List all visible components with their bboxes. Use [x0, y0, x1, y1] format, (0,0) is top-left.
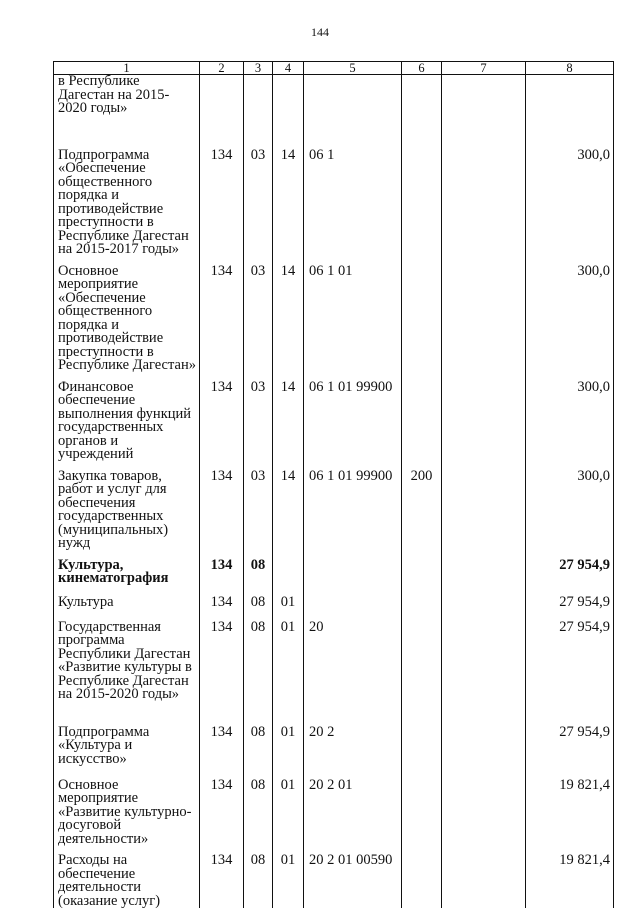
row-col-2: 134 [200, 613, 244, 718]
row-col-7 [442, 846, 526, 908]
row-col-8: 300,0 [526, 257, 614, 373]
row-col-5: 20 2 01 [304, 771, 402, 847]
table-row [54, 373, 614, 462]
row-col-6 [402, 551, 442, 588]
row-col-6 [402, 718, 442, 771]
row-col-5: 20 2 01 00590 [304, 846, 402, 908]
row-col-4: 01 [273, 613, 304, 718]
row-col-3 [244, 75, 273, 141]
row-col-6 [402, 771, 442, 847]
row-name: Расходы на обеспечение деятельности (оказание услуг) [54, 846, 200, 908]
row-col-4: 14 [273, 462, 304, 551]
row-name: Закупка товаров, работ и услуг для обеспечения государственных (муниципальных) нужд [54, 462, 200, 551]
row-name: Финансовое обеспечение выполнения функций государственных органов и учреждений [54, 373, 200, 462]
row-col-2: 134 [200, 551, 244, 588]
row-col-3: 08 [244, 771, 273, 847]
row-name: Государственная программа Республики Дагестан «Развитие культуры в Республике Дагестан на 2015-2020 годы» [54, 613, 200, 718]
header-col-6: 6 [402, 62, 442, 75]
row-name: Основное мероприятие «Обеспечение общественного порядка и противодействие преступности в Республике Дагестан» [54, 257, 200, 373]
row-col-6 [402, 846, 442, 908]
row-col-5: 06 1 [304, 141, 402, 257]
row-col-3: 03 [244, 141, 273, 257]
row-col-5: 06 1 01 99900 [304, 462, 402, 551]
row-name: Культура [54, 588, 200, 613]
row-col-8: 27 954,9 [526, 551, 614, 588]
row-col-8: 300,0 [526, 462, 614, 551]
row-name: Подпрограмма «Культура и искусство» [54, 718, 200, 771]
row-col-4 [273, 75, 304, 141]
row-name: в Республике Дагестан на 2015-2020 годы» [54, 75, 200, 141]
table-row [54, 718, 614, 771]
row-col-2: 134 [200, 462, 244, 551]
row-col-6: 200 [402, 462, 442, 551]
row-name: Основное мероприятие «Развитие культурно-досуговой деятельности» [54, 771, 200, 847]
header-col-5: 5 [304, 62, 402, 75]
row-col-8: 27 954,9 [526, 588, 614, 613]
header-col-8: 8 [526, 62, 614, 75]
row-col-2: 134 [200, 257, 244, 373]
row-col-2: 134 [200, 771, 244, 847]
row-col-2: 134 [200, 718, 244, 771]
row-col-2 [200, 75, 244, 141]
row-col-4: 01 [273, 771, 304, 847]
row-col-7 [442, 75, 526, 141]
row-col-8: 19 821,4 [526, 846, 614, 908]
row-col-8: 300,0 [526, 141, 614, 257]
row-col-8: 27 954,9 [526, 613, 614, 718]
row-col-8: 19 821,4 [526, 771, 614, 847]
table-row [54, 141, 614, 257]
row-col-5: 20 2 [304, 718, 402, 771]
row-col-6 [402, 373, 442, 462]
row-col-8 [526, 75, 614, 141]
row-col-7 [442, 462, 526, 551]
row-col-4: 01 [273, 588, 304, 613]
row-col-7 [442, 588, 526, 613]
table-row [54, 771, 614, 847]
row-col-3: 08 [244, 613, 273, 718]
row-col-6 [402, 75, 442, 141]
row-col-6 [402, 141, 442, 257]
header-col-7: 7 [442, 62, 526, 75]
header-col-1: 1 [54, 62, 200, 75]
table-body [54, 75, 614, 909]
table-row [54, 846, 614, 908]
row-col-6 [402, 588, 442, 613]
header-col-4: 4 [273, 62, 304, 75]
row-col-3: 03 [244, 257, 273, 373]
row-col-7 [442, 771, 526, 847]
row-col-7 [442, 257, 526, 373]
row-col-7 [442, 551, 526, 588]
row-col-6 [402, 613, 442, 718]
row-col-4 [273, 551, 304, 588]
row-col-4: 01 [273, 846, 304, 908]
row-col-5: 06 1 01 99900 [304, 373, 402, 462]
row-col-5: 06 1 01 [304, 257, 402, 373]
row-col-4: 14 [273, 257, 304, 373]
header-col-2: 2 [200, 62, 244, 75]
row-col-7 [442, 613, 526, 718]
row-col-3: 08 [244, 846, 273, 908]
table-row [54, 75, 614, 141]
row-col-5 [304, 551, 402, 588]
table-row [54, 613, 614, 718]
row-col-8: 300,0 [526, 373, 614, 462]
row-col-4: 14 [273, 373, 304, 462]
row-col-5: 20 [304, 613, 402, 718]
row-col-3: 08 [244, 718, 273, 771]
row-col-4: 01 [273, 718, 304, 771]
row-col-3: 03 [244, 373, 273, 462]
header-col-3: 3 [244, 62, 273, 75]
row-col-8: 27 954,9 [526, 718, 614, 771]
row-col-7 [442, 141, 526, 257]
table-row [54, 551, 614, 588]
row-col-7 [442, 718, 526, 771]
row-col-3: 08 [244, 588, 273, 613]
row-col-2: 134 [200, 588, 244, 613]
row-col-2: 134 [200, 141, 244, 257]
row-col-2: 134 [200, 846, 244, 908]
table-row [54, 257, 614, 373]
row-col-7 [442, 373, 526, 462]
row-name: Культура, кинематография [54, 551, 200, 588]
row-col-4: 14 [273, 141, 304, 257]
row-col-3: 08 [244, 551, 273, 588]
row-name: Подпрограмма «Обеспечение общественного порядка и противодействие преступности в Республике Дагестан на 2015-2017 годы» [54, 141, 200, 257]
row-col-6 [402, 257, 442, 373]
row-col-5 [304, 75, 402, 141]
row-col-3: 03 [244, 462, 273, 551]
row-col-2: 134 [200, 373, 244, 462]
budget-table [53, 61, 614, 908]
table-row [54, 462, 614, 551]
row-col-5 [304, 588, 402, 613]
page-number: 144 [311, 25, 329, 39]
table-row [54, 588, 614, 613]
